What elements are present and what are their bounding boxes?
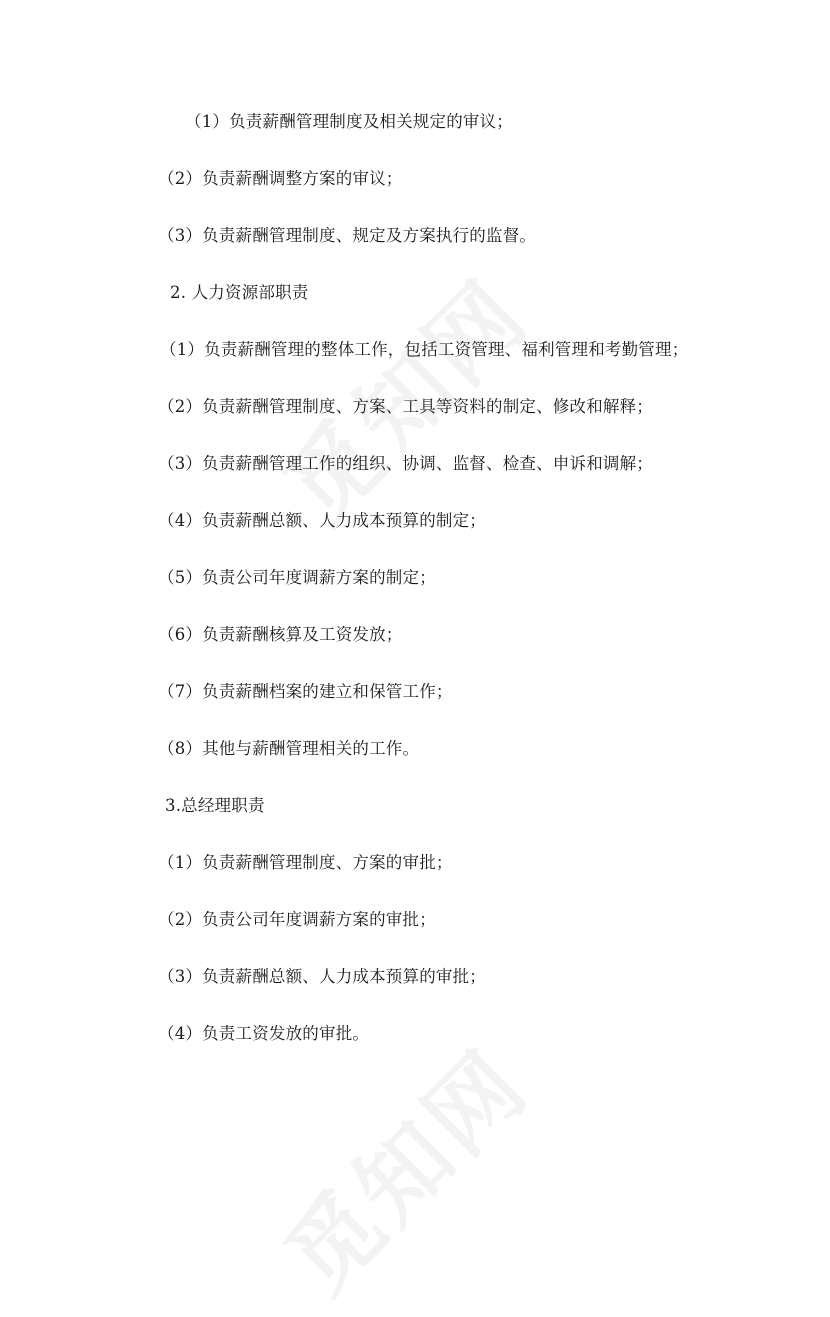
section-heading-hr: 2. 人力资源部职责 xyxy=(170,283,309,302)
gm-duty-1: （1）负责薪酬管理制度、方案的审批； xyxy=(158,853,453,872)
hr-duty-3: （3）负责薪酬管理工作的组织、协调、监督、检查、申诉和调解； xyxy=(158,454,653,473)
committee-duty-3: （3）负责薪酬管理制度、规定及方案执行的监督。 xyxy=(158,226,537,245)
section-heading-gm: 3.总经理职责 xyxy=(165,796,265,815)
committee-duty-1: （1）负责薪酬管理制度及相关规定的审议； xyxy=(185,112,513,131)
hr-duty-8: （8）其他与薪酬管理相关的工作。 xyxy=(158,739,420,758)
hr-duty-1: （1）负责薪酬管理的整体工作，包括工资管理、福利管理和考勤管理； xyxy=(160,340,689,359)
hr-duty-6: （6）负责薪酬核算及工资发放； xyxy=(158,625,403,644)
hr-duty-4: （4）负责薪酬总额、人力成本预算的制定； xyxy=(158,511,486,530)
gm-duty-4: （4）负责工资发放的审批。 xyxy=(158,1024,370,1043)
gm-duty-3: （3）负责薪酬总额、人力成本预算的审批； xyxy=(158,967,486,986)
committee-duty-2: （2）负责薪酬调整方案的审议； xyxy=(158,169,403,188)
hr-duty-2: （2）负责薪酬管理制度、方案、工具等资料的制定、修改和解释； xyxy=(158,397,653,416)
hr-duty-7: （7）负责薪酬档案的建立和保管工作； xyxy=(158,682,453,701)
watermark-logo-bottom xyxy=(251,1015,552,1316)
hr-duty-5: （5）负责公司年度调薪方案的制定； xyxy=(158,568,436,587)
gm-duty-2: （2）负责公司年度调薪方案的审批； xyxy=(158,910,436,929)
